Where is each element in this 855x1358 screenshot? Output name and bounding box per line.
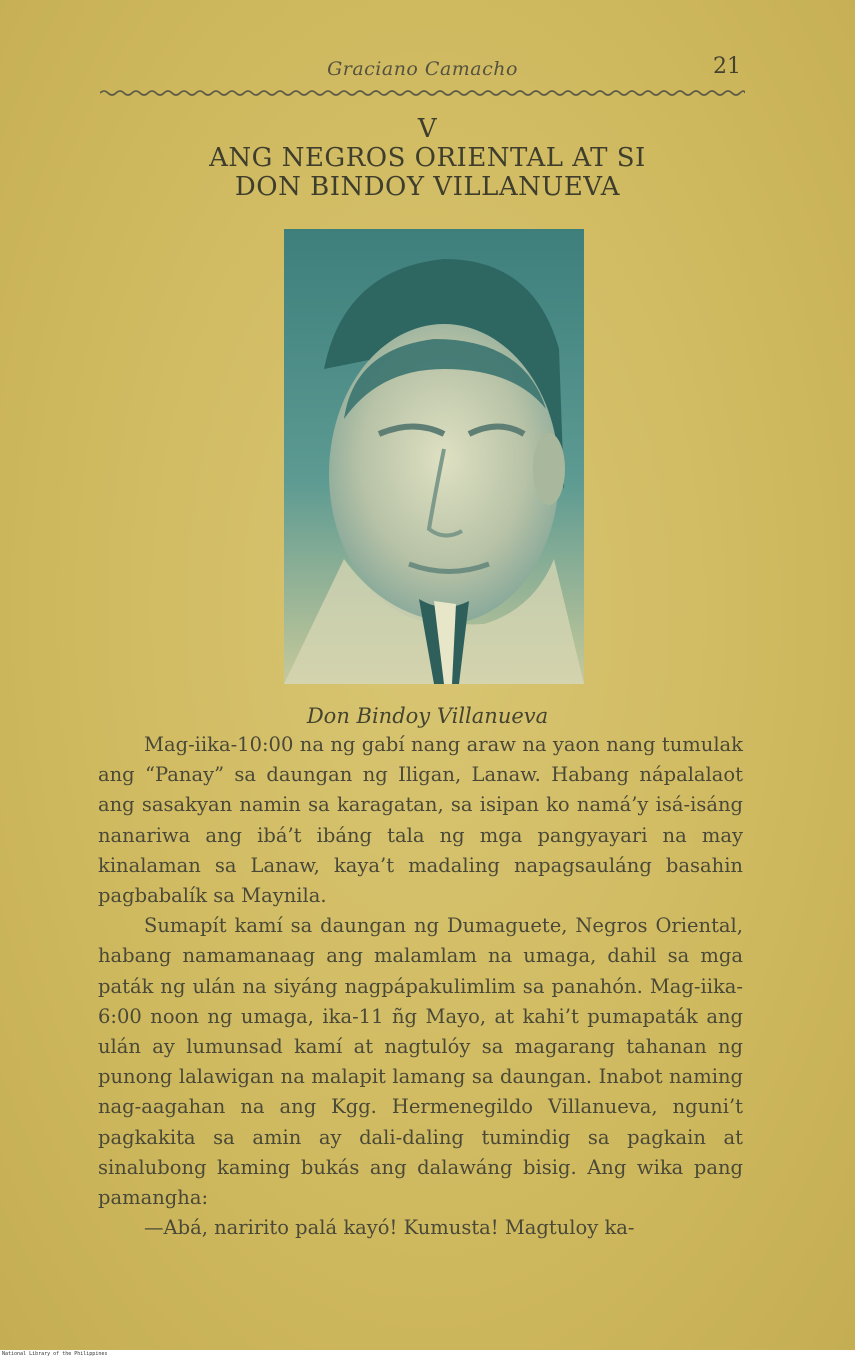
photo-caption: Don Bindoy Villanueva — [306, 704, 549, 728]
running-head-author: Graciano Camacho — [327, 58, 518, 80]
portrait-photo — [284, 229, 584, 684]
chapter-title-line-1: ANG NEGROS ORIENTAL AT SI — [209, 143, 646, 173]
library-credit: National Library of the Philippines — [2, 1351, 108, 1357]
wavy-rule — [100, 86, 745, 100]
footer-strip — [0, 1350, 855, 1358]
paragraph-3: —Abá, naririto palá kayó! Kumusta! Magtuloy ka- — [144, 1216, 635, 1240]
chapter-title-line-2: DON BINDOY VILLANUEVA — [234, 172, 621, 202]
body-text — [98, 730, 743, 1243]
paragraph-2: Sumapít kamí sa daungan ng Dumaguete, Negros Oriental, habang namamanaag ang malamlam na umaga, dahil sa mga paták ng ulán na siyáng nagpápakulimlim sa panahón. Mag-iika-6:00 noon ng umaga, ika-11 ñg Mayo, at kahi’t pumapaták ang ulán ay lumunsad kamí at nagtulóy sa magarang tahanan ng punong lalawigan na malapit lamang sa daungan. Inabot naming nag-aagahan na ang Kgg. Hermenegildo Villanueva, nguni’t pagkakita sa amin ay dali-daling tumindig sa pagkain at sinalubong kaming bukás ang dalawáng bisig. Ang wika pang pamangha: — [98, 914, 743, 1210]
paragraph-1: Mag-iika-10:00 na ng gabí nang araw na yaon nang tumulak ang “Panay” sa daungan ng Iligan, Lanaw. Habang nápalalaot ang sasakyan namin sa karagatan, sa isipan ko namá’y isá-isáng nanariwa ang ibá’t ibáng tala ng mga pangyayari na may kinalaman sa Lanaw, kaya’t madaling napagsauláng basahin pagbabalík sa Maynila. — [98, 733, 743, 908]
chapter-number: V — [417, 114, 438, 144]
page-number: 21 — [713, 54, 741, 79]
running-head — [100, 54, 745, 88]
chapter-heading — [0, 115, 855, 202]
